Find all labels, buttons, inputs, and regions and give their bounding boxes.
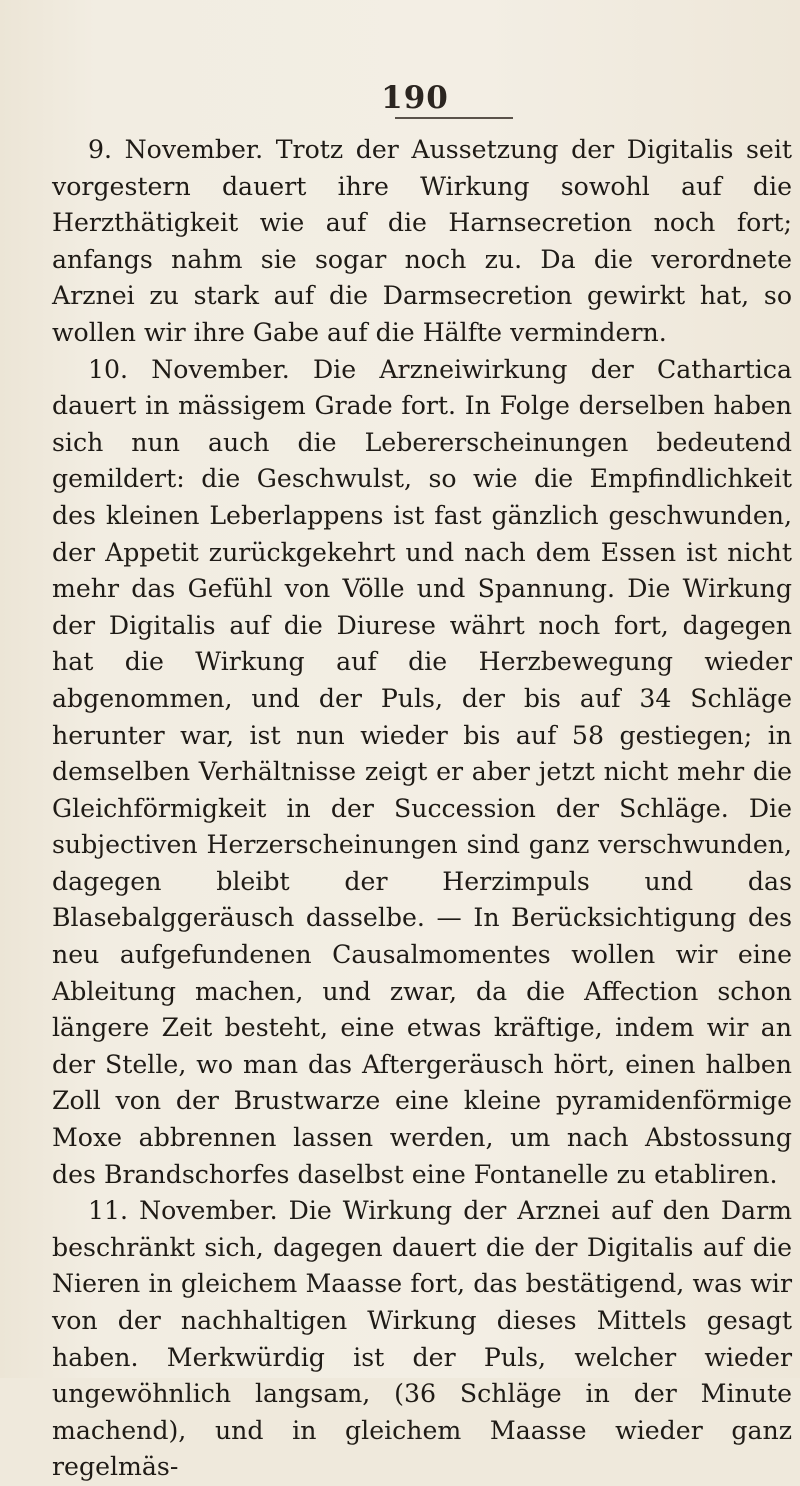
paragraph-nov-9: 9. November. Trotz der Aussetzung der Digitalis seit vorgestern dauert ihre Wirkung sowohl auf die Herzthätigkeit wie auf die Harnsecretion noch fort; anfangs nahm sie sogar noch zu. Da die verordnete Arznei zu stark auf die Darmsecretion gewirkt hat, so wollen wir ihre Gabe auf die Hälfte vermindern. xyxy=(52,135,792,347)
paragraph-nov-10: 10. November. Die Arzneiwirkung der Cathartica dauert in mässigem Grade fort. In Folge derselben haben sich nun auch die Lebererscheinungen bedeutend gemildert: die Geschwulst, so wie die Empfindlichkeit des kleinen Leberlappens ist fast gänzlich geschwunden, der Appetit zurückgekehrt und nach dem Essen ist nicht mehr das Gefühl von Völle und Spannung. Die Wirkung der Digitalis auf die Diurese währt noch fort, dagegen hat die Wirkung auf die Herzbewegung wieder abgenommen, und der Puls, der bis auf 34 Schläge herunter war, ist nun wieder bis auf 58 gestiegen; in demselben Verhältnisse zeigt er aber jetzt nicht mehr die Gleichförmigkeit in der Succession der Schläge. Die subjectiven Herzerscheinungen sind ganz verschwunden, dagegen bleibt der Herzimpuls und das Blasebalggeräusch dasselbe. — In Berücksichtigung des neu aufgefundenen Causalmomentes wollen wir eine Ableitung machen, und zwar, da die Affection schon längere Zeit besteht, eine etwas kräftige, indem wir an der Stelle, wo man das Aftergeräusch hört, einen halben Zoll von der Brustwarze eine kleine pyramidenförmige Moxe abbrennen lassen werden, um nach Abstossung des Brandschorfes daselbst eine Fontanelle zu etabliren. xyxy=(52,354,792,1189)
paragraph-nov-11: 11. November. Die Wirkung der Arznei auf den Darm beschränkt sich, dagegen dauert die der Digitalis auf die Nieren in gleichem Maasse fort, das bestätigend, was wir von der nachhaltigen Wirkung dieses Mittels gesagt haben. Merkwürdig ist der Puls, welcher wieder ungewöhnlich langsam, (36 Schläge in der Minute machend), und in gleichem Maasse wieder ganz regelmäs- xyxy=(52,1196,792,1482)
page-number: 190 xyxy=(381,80,449,116)
body-text xyxy=(52,132,792,1486)
header-rule xyxy=(395,117,513,119)
